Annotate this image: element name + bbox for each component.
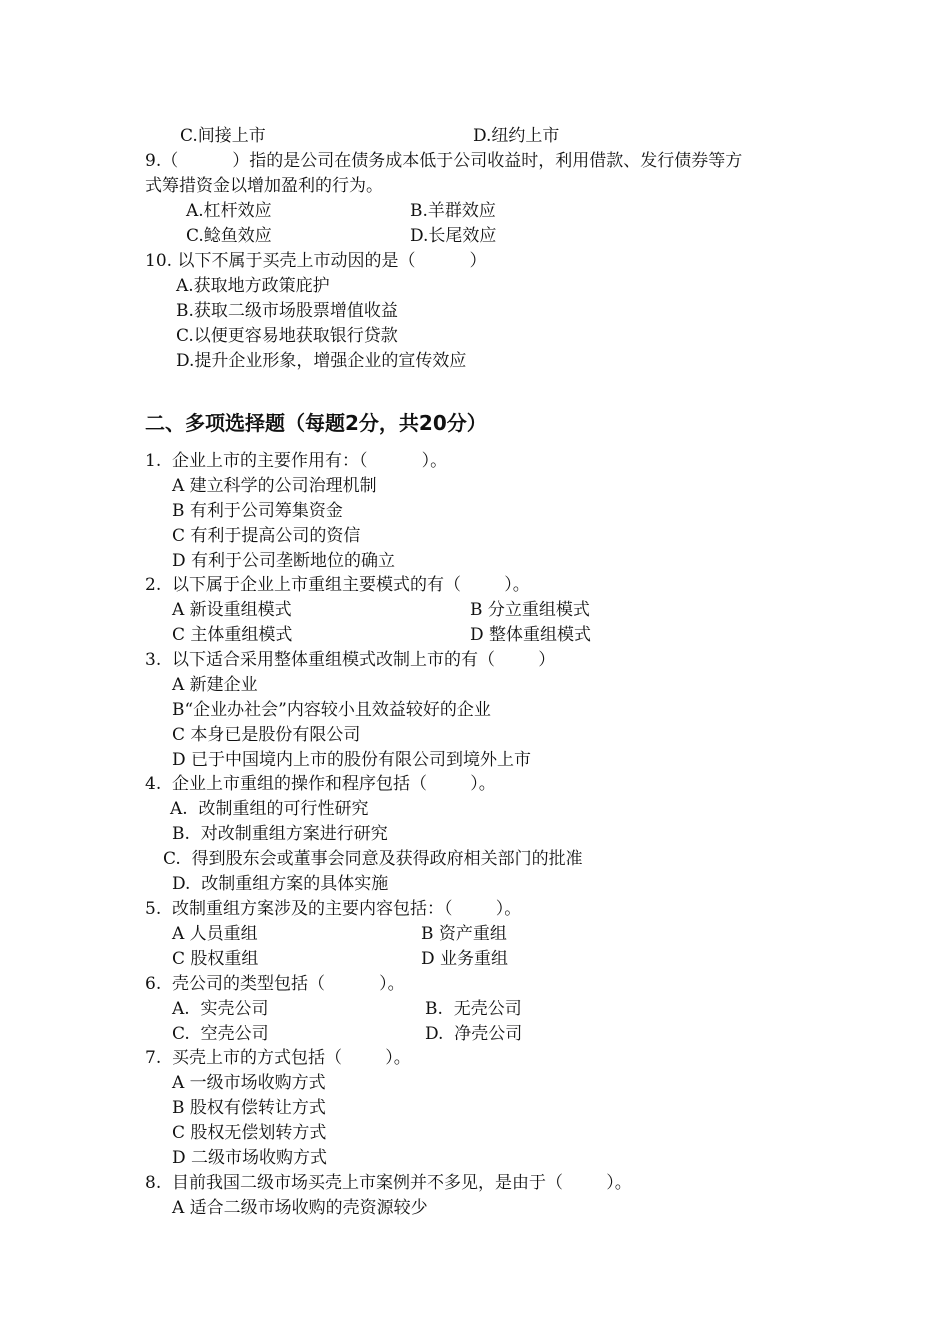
mq-3: 3. 以下适合采用整体重组模式改制上市的有（ ）: [145, 650, 556, 670]
option-d: D 整体重组模式: [470, 625, 592, 645]
option-c: C.以便更容易地获取银行贷款: [176, 326, 398, 346]
option-b: B.获取二级市场股票增值收益: [176, 301, 398, 321]
option-c: C 股权重组: [172, 949, 259, 969]
option-b: B.羊群效应: [410, 201, 496, 221]
option-c: C 主体重组模式: [172, 625, 293, 645]
option-d: D 有利于公司垄断地位的确立: [172, 551, 396, 571]
option-a: A. 实壳公司: [172, 999, 269, 1019]
option-a: A.杠杆效应: [186, 201, 272, 221]
question-9: 9.（ ）指的是公司在债务成本低于公司收益时，利用借款、发行债券等方: [145, 151, 743, 171]
option-d: D 已于中国境内上市的股份有限公司到境外上市: [172, 750, 532, 770]
option-d: D. 改制重组方案的具体实施: [172, 874, 389, 894]
option-a: A 人员重组: [172, 924, 258, 944]
option-b: B 资产重组: [421, 924, 507, 944]
mq-6: 6. 壳公司的类型包括（ ）。: [145, 974, 405, 994]
option-a: A 建立科学的公司治理机制: [172, 476, 377, 496]
option-c: C.间接上市: [180, 126, 266, 146]
option-a: A.获取地方政策庇护: [176, 276, 330, 296]
question-9-cont: 式筹措资金以增加盈利的行为。: [145, 176, 383, 196]
section-heading: 二、多项选择题（每题2分，共20分）: [145, 411, 487, 435]
option-d: D.长尾效应: [410, 226, 497, 246]
option-b: B. 对改制重组方案进行研究: [172, 824, 388, 844]
mq-2: 2. 以下属于企业上市重组主要模式的有（ ）。: [145, 575, 530, 595]
option-a: A 适合二级市场收购的壳资源较少: [172, 1198, 428, 1218]
option-c: C.鲶鱼效应: [186, 226, 272, 246]
mq-7: 7. 买壳上市的方式包括（ ）。: [145, 1048, 411, 1068]
mq-1: 1. 企业上市的主要作用有：（ ）。: [145, 451, 448, 471]
option-b: B 分立重组模式: [470, 600, 590, 620]
option-c: C. 得到股东会或董事会同意及获得政府相关部门的批准: [163, 849, 583, 869]
option-d: D 业务重组: [421, 949, 509, 969]
mq-8: 8. 目前我国二级市场买壳上市案例并不多见，是由于（ ）。: [145, 1173, 632, 1193]
option-c: C 有利于提高公司的资信: [172, 526, 361, 546]
mq-5: 5. 改制重组方案涉及的主要内容包括：（ ）。: [145, 899, 522, 919]
option-d: D 二级市场收购方式: [172, 1148, 328, 1168]
option-b: B 有利于公司筹集资金: [172, 501, 343, 521]
option-a: A. 改制重组的可行性研究: [170, 799, 369, 819]
option-a: A 新设重组模式: [172, 600, 292, 620]
option-c: C 股权无偿划转方式: [172, 1123, 327, 1143]
option-a: A 一级市场收购方式: [172, 1073, 326, 1093]
option-b: B 股权有偿转让方式: [172, 1098, 326, 1118]
option-a: A 新建企业: [172, 675, 258, 695]
option-b: B“企业办社会”内容较小且效益较好的企业: [172, 700, 491, 720]
option-d: D.纽约上市: [473, 126, 560, 146]
mq-4: 4. 企业上市重组的操作和程序包括（ ）。: [145, 774, 496, 794]
option-d: D. 净壳公司: [425, 1024, 523, 1044]
option-c: C. 空壳公司: [172, 1024, 269, 1044]
option-b: B. 无壳公司: [425, 999, 522, 1019]
option-c: C 本身已是股份有限公司: [172, 725, 361, 745]
option-d: D.提升企业形象，增强企业的宣传效应: [176, 351, 467, 371]
question-10: 10. 以下不属于买壳上市动因的是（ ）: [145, 251, 487, 271]
